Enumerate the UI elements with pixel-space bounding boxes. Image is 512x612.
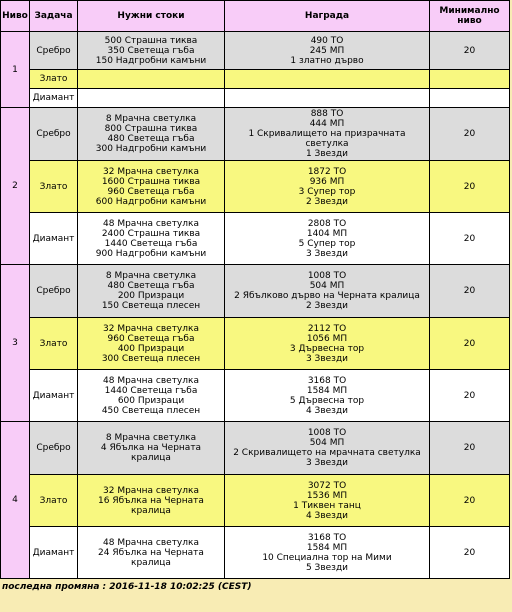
needed-item: 350 Светеща гъба	[107, 45, 195, 56]
needed-item: 480 Светеща гъба	[107, 134, 195, 144]
needed-cell	[78, 70, 225, 89]
needed-item: 600 Призраци	[117, 395, 185, 406]
reward-item: 5 Супер тор	[298, 238, 356, 249]
table-row	[1, 161, 510, 213]
table-row	[1, 475, 510, 527]
needed-item: 480 Светеща гъба	[107, 281, 195, 291]
task-cell: Злато	[30, 70, 78, 89]
needed-item: 8 Мрачна светулка	[105, 114, 197, 124]
task-cell: Диамант	[30, 89, 78, 108]
table-row	[1, 108, 510, 161]
min-level-cell: 20	[430, 161, 510, 213]
min-level-cell: 20	[430, 475, 510, 527]
reward-item: 3 Звезди	[305, 458, 349, 468]
needed-item: кралица	[131, 557, 171, 568]
header-row	[1, 1, 510, 32]
header-task: Задача	[30, 1, 78, 32]
reward-cell	[225, 108, 430, 161]
reward-item: 936 МП	[309, 176, 345, 187]
needed-item: 960 Светеща гъба	[107, 186, 195, 197]
reward-item: 2 Скривалището на мрачната светулка	[233, 448, 421, 458]
needed-item: 48 Мрачна светулка	[103, 537, 199, 548]
reward-item: 5 Звезди	[305, 562, 349, 573]
level-cell: 4	[1, 422, 30, 579]
needed-item: 16 Ябълка на Черната	[98, 495, 204, 506]
reward-item: 1 Тиквен танц	[293, 500, 361, 511]
reward-item: светулка	[305, 139, 349, 149]
level-cell: 1	[1, 32, 30, 108]
reward-item: 3168 ТО	[307, 375, 347, 386]
reward-item: 1584 МП	[306, 385, 348, 396]
needed-item: 900 Надгробни камъни	[95, 248, 207, 259]
reward-cell	[225, 213, 430, 265]
needed-item: 1600 Страшна тиква	[101, 176, 201, 187]
reward-item: 4 Звезди	[305, 510, 349, 521]
needed-item: 32 Мрачна светулка	[103, 166, 199, 177]
needed-item: 960 Светеща гъба	[107, 333, 195, 344]
needed-item: кралица	[131, 505, 171, 516]
reward-item: 2 Звезди	[305, 196, 349, 207]
min-level-cell: 20	[430, 527, 510, 579]
needed-item: 8 Мрачна светулка	[105, 271, 197, 281]
reward-item: 2808 ТО	[307, 218, 347, 229]
reward-item: 888 ТО	[310, 109, 344, 119]
needed-item: 32 Мрачна светулка	[103, 323, 199, 334]
reward-item: 504 МП	[309, 438, 345, 448]
min-level-cell: 20	[430, 370, 510, 422]
reward-item: 245 МП	[309, 45, 345, 56]
reward-item: 1 Скривалището на призрачната	[248, 129, 406, 139]
task-cell: Диамант	[30, 527, 78, 579]
reward-item: 2112 ТО	[307, 323, 347, 334]
min-level-cell	[430, 89, 510, 108]
reward-item: 1008 ТО	[307, 271, 347, 281]
header-reward: Награда	[225, 1, 430, 32]
reward-item: 444 МП	[309, 119, 345, 129]
needed-cell	[78, 370, 225, 422]
reward-cell	[225, 475, 430, 527]
reward-cell	[225, 265, 430, 318]
needed-cell	[78, 422, 225, 475]
reward-cell	[225, 89, 430, 108]
reward-item: 1 Звезди	[305, 149, 349, 159]
needed-item: 800 Страшна тиква	[104, 124, 198, 134]
table-row	[1, 422, 510, 475]
needed-item: 500 Страшна тиква	[104, 35, 198, 46]
needed-cell	[78, 108, 225, 161]
reward-cell	[225, 370, 430, 422]
table-row	[1, 89, 510, 108]
task-cell: Диамант	[30, 213, 78, 265]
task-cell: Диамант	[30, 370, 78, 422]
needed-cell	[78, 32, 225, 70]
min-level-cell: 20	[430, 108, 510, 161]
task-cell: Злато	[30, 475, 78, 527]
needed-item: 1440 Светеща гъба	[104, 238, 198, 249]
reward-item: 3072 ТО	[307, 480, 347, 491]
needed-cell	[78, 265, 225, 318]
needed-item: 48 Мрачна светулка	[103, 218, 199, 229]
table-row	[1, 32, 510, 70]
needed-item: 300 Надгробни камъни	[95, 144, 207, 154]
min-level-cell: 20	[430, 422, 510, 475]
min-level-cell	[430, 70, 510, 89]
last-modified: последна промяна : 2016-11-18 10:02:25 (CEST)	[2, 582, 252, 592]
reward-cell	[225, 422, 430, 475]
task-cell: Сребро	[30, 265, 78, 318]
needed-item: 8 Мрачна светулка	[105, 433, 197, 443]
task-cell: Сребро	[30, 108, 78, 161]
needed-item: 1440 Светеща гъба	[104, 385, 198, 396]
min-level-cell: 20	[430, 318, 510, 370]
min-level-cell: 20	[430, 32, 510, 70]
task-cell: Сребро	[30, 422, 78, 475]
needed-item: 4 Ябълка на Черната	[100, 443, 202, 453]
reward-item: 3 Звезди	[305, 353, 349, 364]
needed-cell	[78, 161, 225, 213]
header-needed: Нужни стоки	[78, 1, 225, 32]
reward-cell	[225, 527, 430, 579]
reward-item: 490 ТО	[310, 35, 344, 46]
table-row	[1, 70, 510, 89]
reward-item: 1404 МП	[306, 228, 348, 239]
reward-item: 1056 МП	[306, 333, 348, 344]
reward-item: 3 Дървесна тор	[289, 343, 365, 354]
needed-cell	[78, 475, 225, 527]
table-row	[1, 265, 510, 318]
reward-cell	[225, 32, 430, 70]
table-row	[1, 370, 510, 422]
needed-cell	[78, 318, 225, 370]
needed-item: 300 Светеща плесен	[101, 353, 201, 364]
reward-item: 5 Дървесна тор	[289, 395, 365, 406]
min-level-cell: 20	[430, 213, 510, 265]
needed-item: 400 Призраци	[117, 343, 185, 354]
needed-item: 200 Призраци	[117, 291, 185, 301]
reward-cell	[225, 318, 430, 370]
task-cell: Сребро	[30, 32, 78, 70]
reward-item: 1584 МП	[306, 542, 348, 553]
needed-item: 150 Светеща плесен	[101, 301, 201, 311]
min-level-cell: 20	[430, 265, 510, 318]
task-cell: Злато	[30, 161, 78, 213]
reward-item: 1008 ТО	[307, 428, 347, 438]
table-row	[1, 527, 510, 579]
needed-cell	[78, 213, 225, 265]
reward-item: 2 Звезди	[305, 301, 349, 311]
needed-item: 2400 Страшна тиква	[101, 228, 201, 239]
reward-cell	[225, 161, 430, 213]
reward-item: 3 Супер тор	[298, 186, 356, 197]
reward-cell	[225, 70, 430, 89]
reward-item: 10 Специална тор на Мими	[262, 552, 392, 563]
needed-item: 450 Светеща плесен	[101, 405, 201, 416]
reward-item: 504 МП	[309, 281, 345, 291]
needed-item: 600 Надгробни камъни	[95, 196, 207, 207]
reward-item: 3 Звезди	[305, 248, 349, 259]
reward-item: 1872 ТО	[307, 166, 347, 177]
reward-item: 3168 ТО	[307, 532, 347, 543]
needed-item: 24 Ябълка на Черната	[98, 547, 204, 558]
needed-item: 48 Мрачна светулка	[103, 375, 199, 386]
reward-item: 2 Ябълково дърво на Черната кралица	[234, 291, 420, 301]
needed-cell	[78, 89, 225, 108]
table-row	[1, 213, 510, 265]
reward-item: 1 златно дърво	[290, 55, 364, 66]
needed-item: кралица	[131, 453, 171, 463]
task-cell: Злато	[30, 318, 78, 370]
needed-item: 150 Надгробни камъни	[95, 55, 207, 66]
reward-item: 4 Звезди	[305, 405, 349, 416]
table-row	[1, 318, 510, 370]
header-level: Ниво	[1, 1, 30, 32]
header-min-level: Минимално ниво	[430, 1, 510, 32]
needed-cell	[78, 527, 225, 579]
level-cell: 3	[1, 265, 30, 422]
needed-item: 32 Мрачна светулка	[103, 485, 199, 496]
reward-item: 1536 МП	[306, 490, 348, 501]
level-cell: 2	[1, 108, 30, 265]
